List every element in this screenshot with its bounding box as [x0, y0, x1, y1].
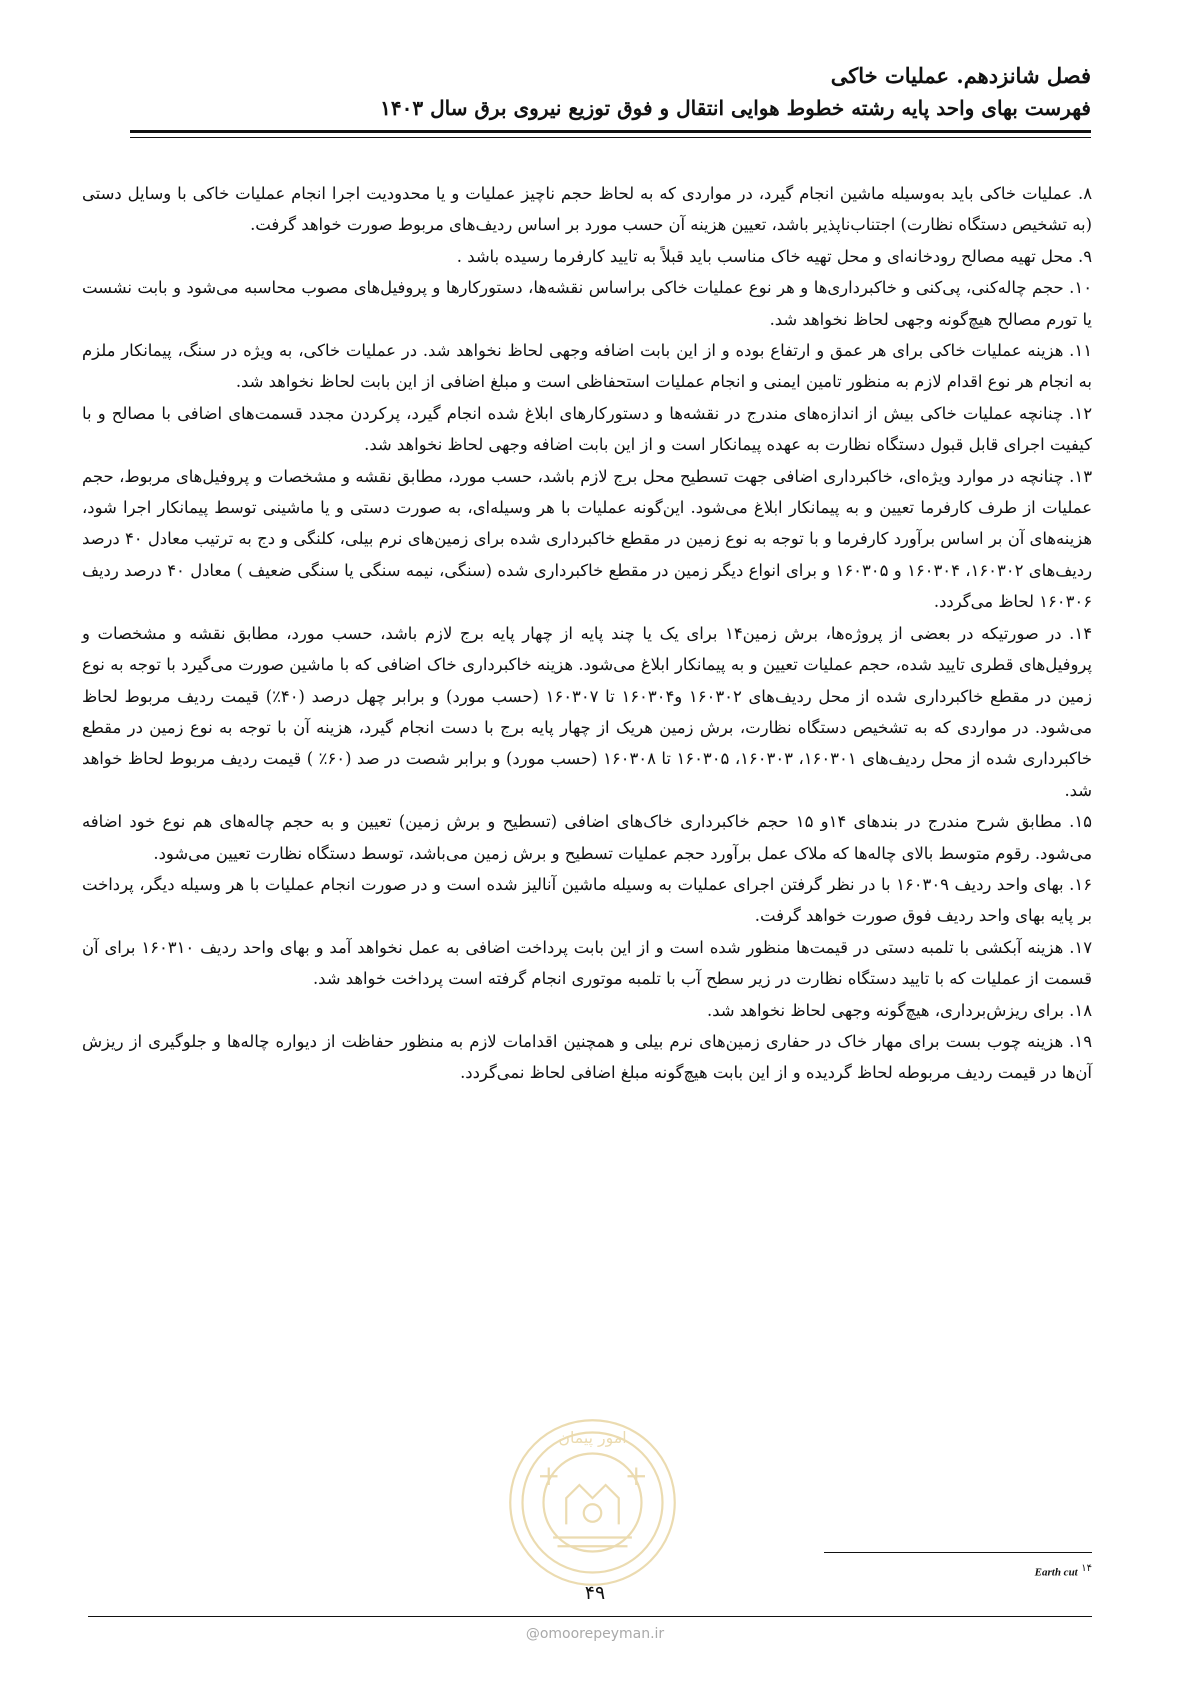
paragraph-11: ۱۱. هزینه عملیات خاکی برای هر عمق و ارتفاع بوده و از این بابت اضافه وجهی لحاظ نخواهد شد. در عملیات خاکی، به ویژه در سنگ، پیمانکار ملزم به انجام هر نوع اقدام لازم به منظور تامین ایمنی و انجام عملیات استحفاظی است و مبلغ اضافی از این بابت لحاظ نخواهد شد. [82, 341, 1092, 392]
paragraph-10: ۱۰. حجم چاله‌کنی، پی‌کنی و خاکبرداری‌ها و هر نوع عملیات خاکی براساس نقشه‌ها، دستورکارها و پروفیل‌های مصوب محاسبه می‌شود و بابت نشست یا تورم مصالح هیچ‌گونه وجهی لحاظ نخواهد شد. [82, 278, 1092, 329]
page-header [130, 60, 1091, 124]
footer-rule [88, 1616, 1092, 1617]
chapter-title: فصل شانزدهم. عملیات خاکی [830, 63, 1091, 88]
page-number: ۴۹ [584, 1582, 606, 1604]
header-rule-thin [130, 137, 1091, 138]
paragraph-12: ۱۲. چنانچه عملیات خاکی بیش از اندازه‌های مندرج در نقشه‌ها و دستورکارهای ابلاغ شده انجام گیرد، پرکردن مجدد قسمت‌های اضافی با مصالح و با کیفیت اجرای قابل قبول دستگاه نظارت به عهده پیمانکار است و از این بابت اضافه وجهی لحاظ نخواهد شد. [82, 403, 1092, 455]
at-sign-icon: @ [525, 1626, 540, 1642]
footnote-number: ۱۴ [1081, 1563, 1092, 1574]
footnote [824, 1562, 1092, 1580]
paragraph-19: ۱۹. هزینه چوب بست برای مهار خاک در حفاری زمین‌های نرم بیلی و همچنین اقدامات لازم به منظور حفاظت از دیواره چاله‌ها و جلوگیری از ریزش آن‌ها در قیمت ردیف مربوطه لحاظ گردیده و از این بابت هیچ‌گونه مبلغ اضافی لحاظ نمی‌گردد. [82, 1031, 1092, 1083]
paragraph-9: ۹. محل تهیه مصالح رودخانه‌ای و محل تهیه خاک مناسب باید قبلاً به تایید کارفرما رسیده باشد . [456, 246, 1092, 266]
paragraph-18: ۱۸. برای ریزش‌برداری، هیچ‌گونه وجهی لحاظ نخواهد شد. [706, 1000, 1092, 1020]
seal-lettering: امور پیمان [558, 1428, 627, 1447]
seal-logo-watermark [505, 1415, 680, 1590]
paragraph-13: ۱۳. چنانچه در موارد ویژه‌ای، خاکبرداری اضافی جهت تسطیح محل برج لازم باشد، حسب مورد، مطابق نقشه و مشخصات و پروفیل‌های مربوط، حجم عملیات از طرف کارفرما تعیین و به پیمانکار ابلاغ می‌شود. این‌گونه عملیات با هر وسیله‌ای، به صورت دستی و یا ماشینی توسط پیمانکار اجرا شود، هزینه‌های آن بر اساس برآورد کارفرما و با توجه به نوع زمین در مقطع خاکبرداری شده برای زمین‌های نرم بیلی، کلنگی و دج به ترتیب معادل ۴۰ درصد ردیف‌های ۱۶۰۳۰۲، ۱۶۰۳۰۴ و ۱۶۰۳۰۵ و برای انواع دیگر زمین در مقطع خاکبرداری شده (سنگی، نیمه سنگی یا سنگی ضعیف ) معادل ۴۰ درصد ردیف ۱۶۰۳۰۶ لحاظ می‌گردد. [82, 466, 1092, 612]
paragraph-15: ۱۵. مطابق شرح مندرج در بندهای ۱۴و ۱۵ حجم خاکبرداری خاک‌های اضافی (تسطیح و برش زمین) تعیین و به حجم چاله‌های هم نوع خود اضافه می‌شود. رقوم متوسط بالای چاله‌ها که ملاک عمل برآورد حجم عملیات تسطیح و برش زمین می‌باشد، توسط دستگاه نظارت تعیین می‌شود. [82, 812, 1092, 863]
paragraph-16: ۱۶. بهای واحد ردیف ۱۶۰۳۰۹ با در نظر گرفتن اجرای عملیات به وسیله ماشین آنالیز شده است و در صورت انجام عملیات با هر وسیله دیگر، پرداخت بر پایه بهای واحد ردیف فوق صورت خواهد گرفت. [82, 874, 1092, 926]
header-rule-thick [130, 130, 1091, 133]
site-credit [445, 1626, 745, 1642]
paragraph-8: ۸. عملیات خاکی باید به‌وسیله ماشین انجام گیرد، در مواردی که به لحاظ حجم ناچیز عملیات و یا محدودیت اجرا انجام عملیات خاکی با وسایل دستی (به تشخیص دستگاه نظارت) اجتناب‌ناپذیر باشد، تعیین هزینه آن حسب مورد بر اساس ردیف‌های مربوط صورت خواهد گرفت. [82, 184, 1092, 235]
price-list-title: فهرست بهای واحد پایه رشته خطوط هوایی انتقال و فوق توزیع نیروی برق سال ۱۴۰۳ [380, 96, 1091, 120]
body-text [82, 178, 1092, 1089]
footnote-text: Earth cut [1034, 1566, 1078, 1579]
site-credit-text: omoorepeyman.ir [539, 1626, 665, 1642]
paragraph-14: ۱۴. در صورتیکه در بعضی از پروژه‌ها، برش زمین۱۴ برای یک یا چند پایه از چهار پایه برج لازم باشد، حسب مورد، مطابق نقشه و مشخصات و پروفیل‌های قطری تایید شده، حجم عملیات تعیین و به پیمانکار ابلاغ می‌شود. هزینه خاکبرداری خاک اضافی که با ماشین صورت می‌گیرد با توجه به نوع زمین در مقطع خاکبرداری شده از محل ردیف‌های ۱۶۰۳۰۲ و۱۶۰۳۰۴ تا ۱۶۰۳۰۷ (حسب مورد) و برابر چهل درصد (۴۰٪) قیمت ردیف مربوط لحاظ می‌شود. در مواردی که به تشخیص دستگاه نظارت، برش زمین هریک از چهار پایه برج با دست انجام گیرد، هزینه آن با توجه به نوع زمین در مقطع خاکبرداری شده از محل ردیف‌های ۱۶۰۳۰۱، ۱۶۰۳۰۳، ۱۶۰۳۰۵ تا ۱۶۰۳۰۸ (حسب مورد) و برابر شصت در صد (۶۰٪ ) قیمت ردیف مربوط لحاظ خواهد شد. [82, 623, 1092, 800]
footnote-rule [824, 1552, 1092, 1553]
paragraph-17: ۱۷. هزینه آبکشی با تلمبه دستی در قیمت‌ها منظور شده است و از این بابت پرداخت اضافی به عمل نخواهد آمد و بهای واحد ردیف ۱۶۰۳۱۰ برای آن قسمت از عملیات که با تایید دستگاه نظارت در زیر سطح آب با تلمبه موتوری انجام گرفته است پرداخت خواهد شد. [82, 937, 1093, 989]
